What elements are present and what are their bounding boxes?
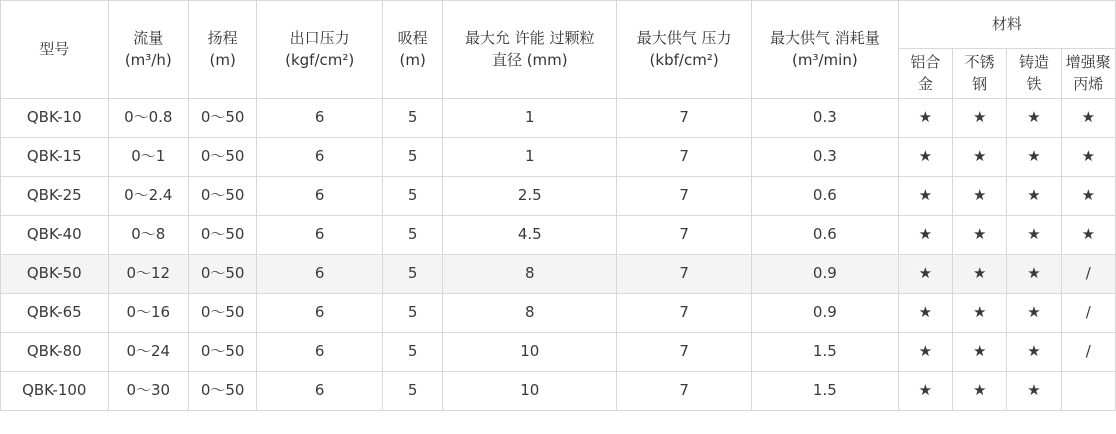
column-header-material-reinforced-polypropylene: 增强聚 丙烯 <box>1061 49 1115 99</box>
cell-material-aluminum-alloy: ★ <box>898 294 952 333</box>
cell-material-reinforced-polypropylene: / <box>1061 255 1115 294</box>
cell-material-reinforced-polypropylene <box>1061 372 1115 411</box>
cell-material-stainless-steel: ★ <box>953 99 1007 138</box>
cell-flow: 0～16 <box>108 294 188 333</box>
cell-model: QBK-40 <box>1 216 109 255</box>
cell-material-reinforced-polypropylene: ★ <box>1061 177 1115 216</box>
cell-suction: 5 <box>383 255 443 294</box>
table-header <box>1 1 1116 99</box>
cell-air-consumption: 1.5 <box>751 372 898 411</box>
cell-material-aluminum-alloy: ★ <box>898 177 952 216</box>
cell-outlet-pressure: 6 <box>257 294 383 333</box>
table-row <box>1 372 1116 411</box>
cell-air-pressure: 7 <box>617 372 752 411</box>
cell-material-cast-iron: ★ <box>1007 372 1061 411</box>
cell-material-cast-iron: ★ <box>1007 255 1061 294</box>
cell-suction: 5 <box>383 294 443 333</box>
cell-air-pressure: 7 <box>617 333 752 372</box>
column-header-particle-diameter: 最大允 许能 过颗粒 直径 (mm) <box>443 1 617 99</box>
table-row <box>1 177 1116 216</box>
cell-particle-diameter: 10 <box>443 372 617 411</box>
cell-air-consumption: 0.6 <box>751 177 898 216</box>
cell-air-pressure: 7 <box>617 99 752 138</box>
cell-flow: 0～8 <box>108 216 188 255</box>
cell-head: 0～50 <box>188 99 256 138</box>
cell-material-stainless-steel: ★ <box>953 372 1007 411</box>
cell-model: QBK-15 <box>1 138 109 177</box>
cell-outlet-pressure: 6 <box>257 372 383 411</box>
table-row <box>1 99 1116 138</box>
cell-head: 0～50 <box>188 138 256 177</box>
cell-particle-diameter: 2.5 <box>443 177 617 216</box>
cell-material-aluminum-alloy: ★ <box>898 372 952 411</box>
cell-model: QBK-80 <box>1 333 109 372</box>
cell-flow: 0～0.8 <box>108 99 188 138</box>
cell-material-aluminum-alloy: ★ <box>898 216 952 255</box>
cell-material-stainless-steel: ★ <box>953 294 1007 333</box>
column-header-air-pressure: 最大供气 压力 (kbf/cm²) <box>617 1 752 99</box>
cell-suction: 5 <box>383 138 443 177</box>
cell-air-consumption: 0.3 <box>751 99 898 138</box>
cell-air-consumption: 0.6 <box>751 216 898 255</box>
cell-material-cast-iron: ★ <box>1007 99 1061 138</box>
cell-particle-diameter: 1 <box>443 138 617 177</box>
cell-flow: 0～30 <box>108 372 188 411</box>
cell-suction: 5 <box>383 99 443 138</box>
cell-flow: 0～2.4 <box>108 177 188 216</box>
cell-material-reinforced-polypropylene: / <box>1061 333 1115 372</box>
cell-particle-diameter: 1 <box>443 99 617 138</box>
cell-air-consumption: 0.9 <box>751 255 898 294</box>
column-header-air-consumption: 最大供气 消耗量 (m³/min) <box>751 1 898 99</box>
cell-head: 0～50 <box>188 372 256 411</box>
cell-air-pressure: 7 <box>617 177 752 216</box>
column-header-material-aluminum-alloy: 铝合 金 <box>898 49 952 99</box>
cell-air-consumption: 0.3 <box>751 138 898 177</box>
cell-model: QBK-100 <box>1 372 109 411</box>
cell-suction: 5 <box>383 177 443 216</box>
cell-material-aluminum-alloy: ★ <box>898 255 952 294</box>
cell-material-stainless-steel: ★ <box>953 255 1007 294</box>
cell-outlet-pressure: 6 <box>257 333 383 372</box>
cell-particle-diameter: 8 <box>443 294 617 333</box>
cell-material-aluminum-alloy: ★ <box>898 333 952 372</box>
column-header-material-group: 材料 <box>898 1 1115 49</box>
cell-material-stainless-steel: ★ <box>953 177 1007 216</box>
cell-material-aluminum-alloy: ★ <box>898 138 952 177</box>
cell-suction: 5 <box>383 333 443 372</box>
cell-material-cast-iron: ★ <box>1007 294 1061 333</box>
table-row <box>1 333 1116 372</box>
cell-material-reinforced-polypropylene: ★ <box>1061 99 1115 138</box>
table-row <box>1 138 1116 177</box>
cell-material-reinforced-polypropylene: ★ <box>1061 138 1115 177</box>
cell-model: QBK-65 <box>1 294 109 333</box>
cell-material-cast-iron: ★ <box>1007 333 1061 372</box>
cell-air-pressure: 7 <box>617 138 752 177</box>
cell-head: 0～50 <box>188 294 256 333</box>
cell-head: 0～50 <box>188 177 256 216</box>
cell-suction: 5 <box>383 216 443 255</box>
cell-material-stainless-steel: ★ <box>953 138 1007 177</box>
cell-material-cast-iron: ★ <box>1007 138 1061 177</box>
cell-material-stainless-steel: ★ <box>953 216 1007 255</box>
cell-air-consumption: 0.9 <box>751 294 898 333</box>
cell-flow: 0～24 <box>108 333 188 372</box>
cell-outlet-pressure: 6 <box>257 177 383 216</box>
cell-suction: 5 <box>383 372 443 411</box>
cell-material-stainless-steel: ★ <box>953 333 1007 372</box>
cell-air-pressure: 7 <box>617 294 752 333</box>
column-header-suction: 吸程 (m) <box>383 1 443 99</box>
cell-particle-diameter: 10 <box>443 333 617 372</box>
cell-particle-diameter: 4.5 <box>443 216 617 255</box>
cell-model: QBK-50 <box>1 255 109 294</box>
cell-head: 0～50 <box>188 333 256 372</box>
cell-material-cast-iron: ★ <box>1007 216 1061 255</box>
cell-material-reinforced-polypropylene: / <box>1061 294 1115 333</box>
column-header-model: 型号 <box>1 1 109 99</box>
cell-flow: 0～1 <box>108 138 188 177</box>
table-row <box>1 294 1116 333</box>
header-row-primary <box>1 1 1116 49</box>
cell-outlet-pressure: 6 <box>257 138 383 177</box>
column-header-outlet-pressure: 出口压力 (kgf/cm²) <box>257 1 383 99</box>
cell-air-consumption: 1.5 <box>751 333 898 372</box>
cell-flow: 0～12 <box>108 255 188 294</box>
table-row <box>1 216 1116 255</box>
cell-head: 0～50 <box>188 255 256 294</box>
table-row <box>1 255 1116 294</box>
cell-model: QBK-25 <box>1 177 109 216</box>
cell-particle-diameter: 8 <box>443 255 617 294</box>
column-header-flow: 流量 (m³/h) <box>108 1 188 99</box>
table-body <box>1 99 1116 411</box>
cell-outlet-pressure: 6 <box>257 255 383 294</box>
cell-model: QBK-10 <box>1 99 109 138</box>
cell-material-reinforced-polypropylene: ★ <box>1061 216 1115 255</box>
column-header-head: 扬程 (m) <box>188 1 256 99</box>
cell-head: 0～50 <box>188 216 256 255</box>
cell-outlet-pressure: 6 <box>257 216 383 255</box>
column-header-material-cast-iron: 铸造 铁 <box>1007 49 1061 99</box>
cell-material-aluminum-alloy: ★ <box>898 99 952 138</box>
cell-material-cast-iron: ★ <box>1007 177 1061 216</box>
column-header-material-stainless-steel: 不锈 钢 <box>953 49 1007 99</box>
cell-air-pressure: 7 <box>617 255 752 294</box>
cell-air-pressure: 7 <box>617 216 752 255</box>
cell-outlet-pressure: 6 <box>257 99 383 138</box>
